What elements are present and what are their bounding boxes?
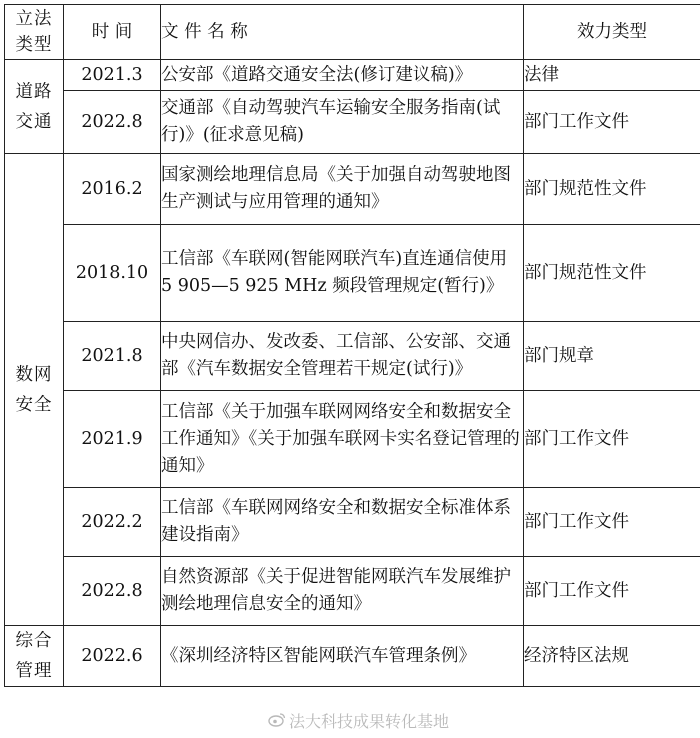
weibo-icon — [268, 712, 286, 731]
document-cell: 自然资源部《关于促进智能网联汽车发展维护测绘地理信息安全的通知》 — [161, 557, 524, 626]
effect-cell: 部门工作文件 — [524, 91, 700, 154]
document-cell: 中央网信办、发改委、工信部、公安部、交通部《汽车数据安全管理若干规定(试行)》 — [161, 322, 524, 391]
category-cell: 道路交通 — [5, 60, 64, 154]
document-cell: 国家测绘地理信息局《关于加强自动驾驶地图生产测试与应用管理的通知》 — [161, 154, 524, 225]
table-row — [5, 557, 700, 626]
table-header-row — [5, 5, 700, 60]
table-row — [5, 60, 700, 91]
watermark — [268, 709, 449, 732]
time-cell: 2022.2 — [64, 488, 161, 557]
table-row — [5, 488, 700, 557]
effect-cell: 部门工作文件 — [524, 557, 700, 626]
table-row — [5, 225, 700, 322]
category-cell: 综合管理 — [5, 626, 64, 687]
table-row — [5, 91, 700, 154]
header-effect: 效力类型 — [524, 5, 700, 60]
effect-cell: 部门规范性文件 — [524, 225, 700, 322]
time-cell: 2016.2 — [64, 154, 161, 225]
watermark-text: 法大科技成果转化基地 — [289, 712, 450, 731]
document-cell: 工信部《车联网(智能网联汽车)直连通信使用 5 905—5 925 MHz 频段管理规定(暂行)》 — [161, 225, 524, 322]
document-cell: 交通部《自动驾驶汽车运输安全服务指南(试行)》(征求意见稿) — [161, 91, 524, 154]
table-row — [5, 154, 700, 225]
time-cell: 2021.8 — [64, 322, 161, 391]
table-row — [5, 626, 700, 687]
table-row — [5, 322, 700, 391]
time-cell: 2022.8 — [64, 91, 161, 154]
document-cell: 《深圳经济特区智能网联汽车管理条例》 — [161, 626, 524, 687]
effect-cell: 部门规范性文件 — [524, 154, 700, 225]
effect-cell: 部门工作文件 — [524, 488, 700, 557]
effect-cell: 部门规章 — [524, 322, 700, 391]
regulations-table — [4, 4, 700, 687]
time-cell: 2022.6 — [64, 626, 161, 687]
effect-cell: 部门工作文件 — [524, 391, 700, 488]
header-category: 立法类型 — [5, 5, 64, 60]
header-time: 时 间 — [64, 5, 161, 60]
time-cell: 2021.3 — [64, 60, 161, 91]
effect-cell: 法律 — [524, 60, 700, 91]
time-cell: 2021.9 — [64, 391, 161, 488]
time-cell: 2018.10 — [64, 225, 161, 322]
document-cell: 工信部《关于加强车联网网络安全和数据安全工作通知》《关于加强车联网卡实名登记管理的通知》 — [161, 391, 524, 488]
table-row — [5, 391, 700, 488]
header-document: 文 件 名 称 — [161, 5, 524, 60]
document-cell: 工信部《车联网网络安全和数据安全标准体系建设指南》 — [161, 488, 524, 557]
effect-cell: 经济特区法规 — [524, 626, 700, 687]
category-cell: 数网安全 — [5, 154, 64, 626]
document-cell: 公安部《道路交通安全法(修订建议稿)》 — [161, 60, 524, 91]
time-cell: 2022.8 — [64, 557, 161, 626]
